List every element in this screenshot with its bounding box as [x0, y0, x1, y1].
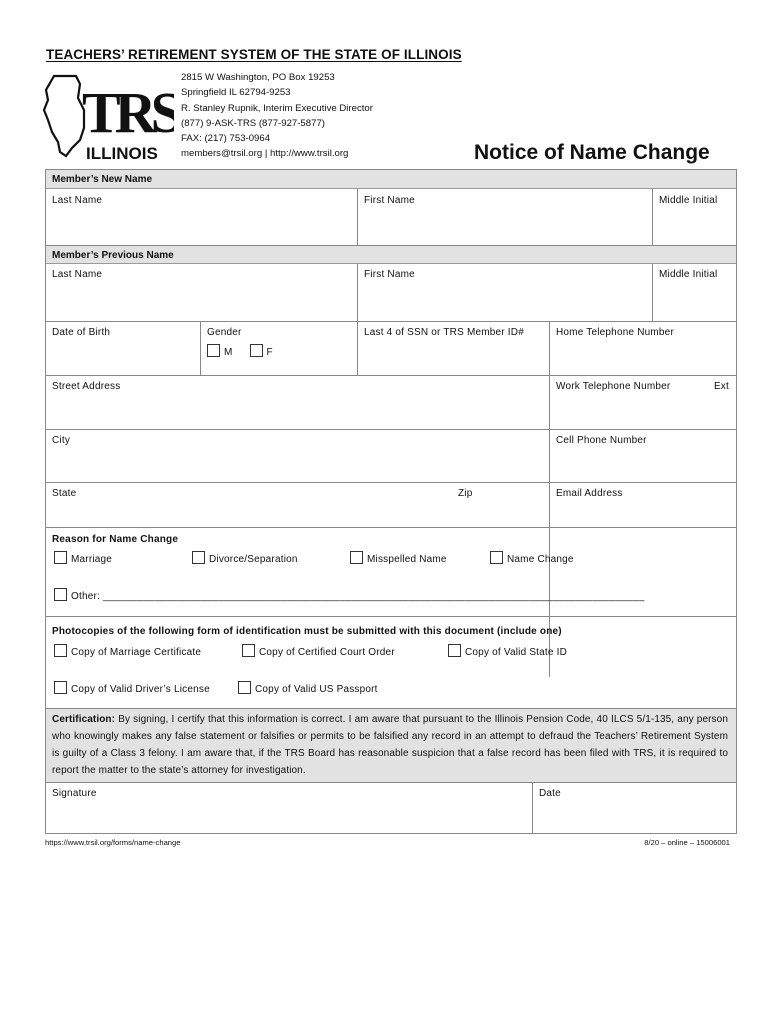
new-first-name-field[interactable] — [358, 190, 652, 244]
id-drivers-license-option[interactable]: Copy of Valid Driver’s License — [54, 681, 210, 695]
id-court-order-option[interactable]: Copy of Certified Court Order — [242, 644, 395, 658]
state-field[interactable] — [46, 483, 452, 536]
previous-first-name-field[interactable] — [358, 264, 652, 320]
form-title: Notice of Name Change — [474, 141, 710, 164]
checkbox[interactable] — [490, 551, 503, 564]
reason-other-option[interactable] — [54, 588, 645, 602]
reason-misspelled-option[interactable]: Misspelled Name — [350, 551, 447, 565]
checkbox[interactable] — [242, 644, 255, 657]
gender-m-label: M — [224, 347, 233, 358]
field-label: Date — [539, 788, 561, 799]
field-label: Last Name — [52, 195, 103, 206]
id-state-id-option[interactable]: Copy of Valid State ID — [448, 644, 567, 658]
field-label: Home Telephone Number — [556, 327, 674, 338]
field-label: Last Name — [52, 269, 103, 280]
field-label: City — [52, 435, 71, 446]
city-field[interactable] — [46, 430, 549, 482]
reason-divorce-option[interactable]: Divorce/Separation — [192, 551, 298, 565]
zip-field[interactable] — [452, 483, 549, 536]
field-label: Cell Phone Number — [556, 435, 647, 446]
other-line[interactable]: Other: ______________________________________________________________________________________________ — [71, 591, 645, 602]
field-label: Work Telephone Number — [556, 381, 671, 392]
ssn-member-id-field[interactable] — [358, 322, 549, 375]
address-line: FAX: (217) 753-0964 — [181, 133, 271, 145]
checkbox[interactable] — [448, 644, 461, 657]
name-change-form — [45, 169, 737, 834]
identification-heading: Photocopies of the following form of identification must be submitted with this document (include one) — [52, 626, 562, 637]
date-of-birth-field[interactable] — [46, 322, 200, 375]
footer-form-code: 8/20 – online – 15006001 — [644, 838, 730, 847]
footer-url: https://www.trsil.org/forms/name-change — [45, 838, 181, 847]
previous-middle-initial-field[interactable] — [653, 264, 737, 320]
gender-m-checkbox[interactable] — [207, 344, 220, 357]
address-line: 2815 W Washington, PO Box 19253 — [181, 72, 335, 83]
illinois-state-outline-icon — [42, 70, 174, 162]
signature-field[interactable] — [46, 783, 532, 833]
id-us-passport-option[interactable]: Copy of Valid US Passport — [238, 681, 378, 695]
address-line: members@trsil.org | http://www.trsil.org — [181, 148, 349, 160]
gender-f-checkbox[interactable] — [250, 344, 263, 357]
field-label: Last 4 of SSN or TRS Member ID# — [364, 327, 524, 338]
certification-body: By signing, I certify that this information is correct. I am aware that pursuant to the Illinois Pension Code, 40 ILCS 5/1-135, any person who knowingly makes any false statement or falsifies or permits to be falsified any record in an attempt to defraud the Teachers’ Retirement System is guilty of a Class 3 felony. I am aware that, if the TRS Board has reasonable suspicion that a false record has been filed with TRS, it is required to report the matter to the state’s attorney for investigation. — [52, 714, 728, 776]
logo-text: TRS — [82, 80, 174, 145]
id-marriage-certificate-option[interactable]: Copy of Marriage Certificate — [54, 644, 201, 658]
checkbox[interactable] — [238, 681, 251, 694]
logo-state: ILLINOIS — [86, 144, 158, 162]
field-label: First Name — [364, 195, 415, 206]
trs-logo — [42, 70, 174, 162]
work-phone-field[interactable] — [550, 376, 737, 428]
email-address-field[interactable] — [550, 483, 737, 536]
field-label: First Name — [364, 269, 415, 280]
date-field[interactable] — [533, 783, 737, 833]
checkbox[interactable] — [192, 551, 205, 564]
checkbox[interactable] — [350, 551, 363, 564]
contact-address-block — [181, 70, 373, 162]
certification-text — [52, 711, 728, 779]
organization-title: TEACHERS’ RETIREMENT SYSTEM OF THE STATE OF ILLINOIS — [46, 47, 462, 62]
reason-marriage-option[interactable]: Marriage — [54, 551, 112, 565]
cell-phone-field[interactable] — [550, 430, 737, 482]
field-label: Signature — [52, 788, 97, 799]
reason-name-change-option[interactable]: Name Change — [490, 551, 574, 565]
new-name-heading: Member’s New Name — [46, 170, 736, 189]
certification-label: Certification: — [52, 714, 116, 725]
new-last-name-field[interactable] — [46, 190, 357, 244]
street-address-field[interactable] — [46, 376, 549, 428]
gender-f-label: F — [266, 347, 273, 358]
field-label: Zip — [458, 488, 473, 499]
field-label: Middle Initial — [659, 195, 718, 206]
reason-heading: Reason for Name Change — [52, 534, 179, 545]
gender-field — [201, 322, 357, 375]
checkbox[interactable] — [54, 644, 67, 657]
address-line: Springfield IL 62794-9253 — [181, 87, 291, 99]
checkbox[interactable] — [54, 551, 67, 564]
checkbox[interactable] — [54, 681, 67, 694]
field-label: Street Address — [52, 381, 121, 392]
field-label: Date of Birth — [52, 327, 111, 338]
previous-name-heading: Member’s Previous Name — [46, 245, 736, 264]
address-line: (877) 9-ASK-TRS (877-927-5877) — [181, 117, 325, 129]
previous-last-name-field[interactable] — [46, 264, 357, 320]
checkbox[interactable] — [54, 588, 67, 601]
address-line: R. Stanley Rupnik, Interim Executive Director — [181, 102, 373, 114]
new-middle-initial-field[interactable] — [653, 190, 737, 244]
field-label: Email Address — [556, 488, 623, 499]
field-label: Gender — [207, 327, 242, 338]
home-phone-field[interactable] — [550, 322, 737, 375]
field-label: State — [52, 488, 77, 499]
field-label: Middle Initial — [659, 269, 718, 280]
extension-label: Ext — [713, 381, 729, 392]
